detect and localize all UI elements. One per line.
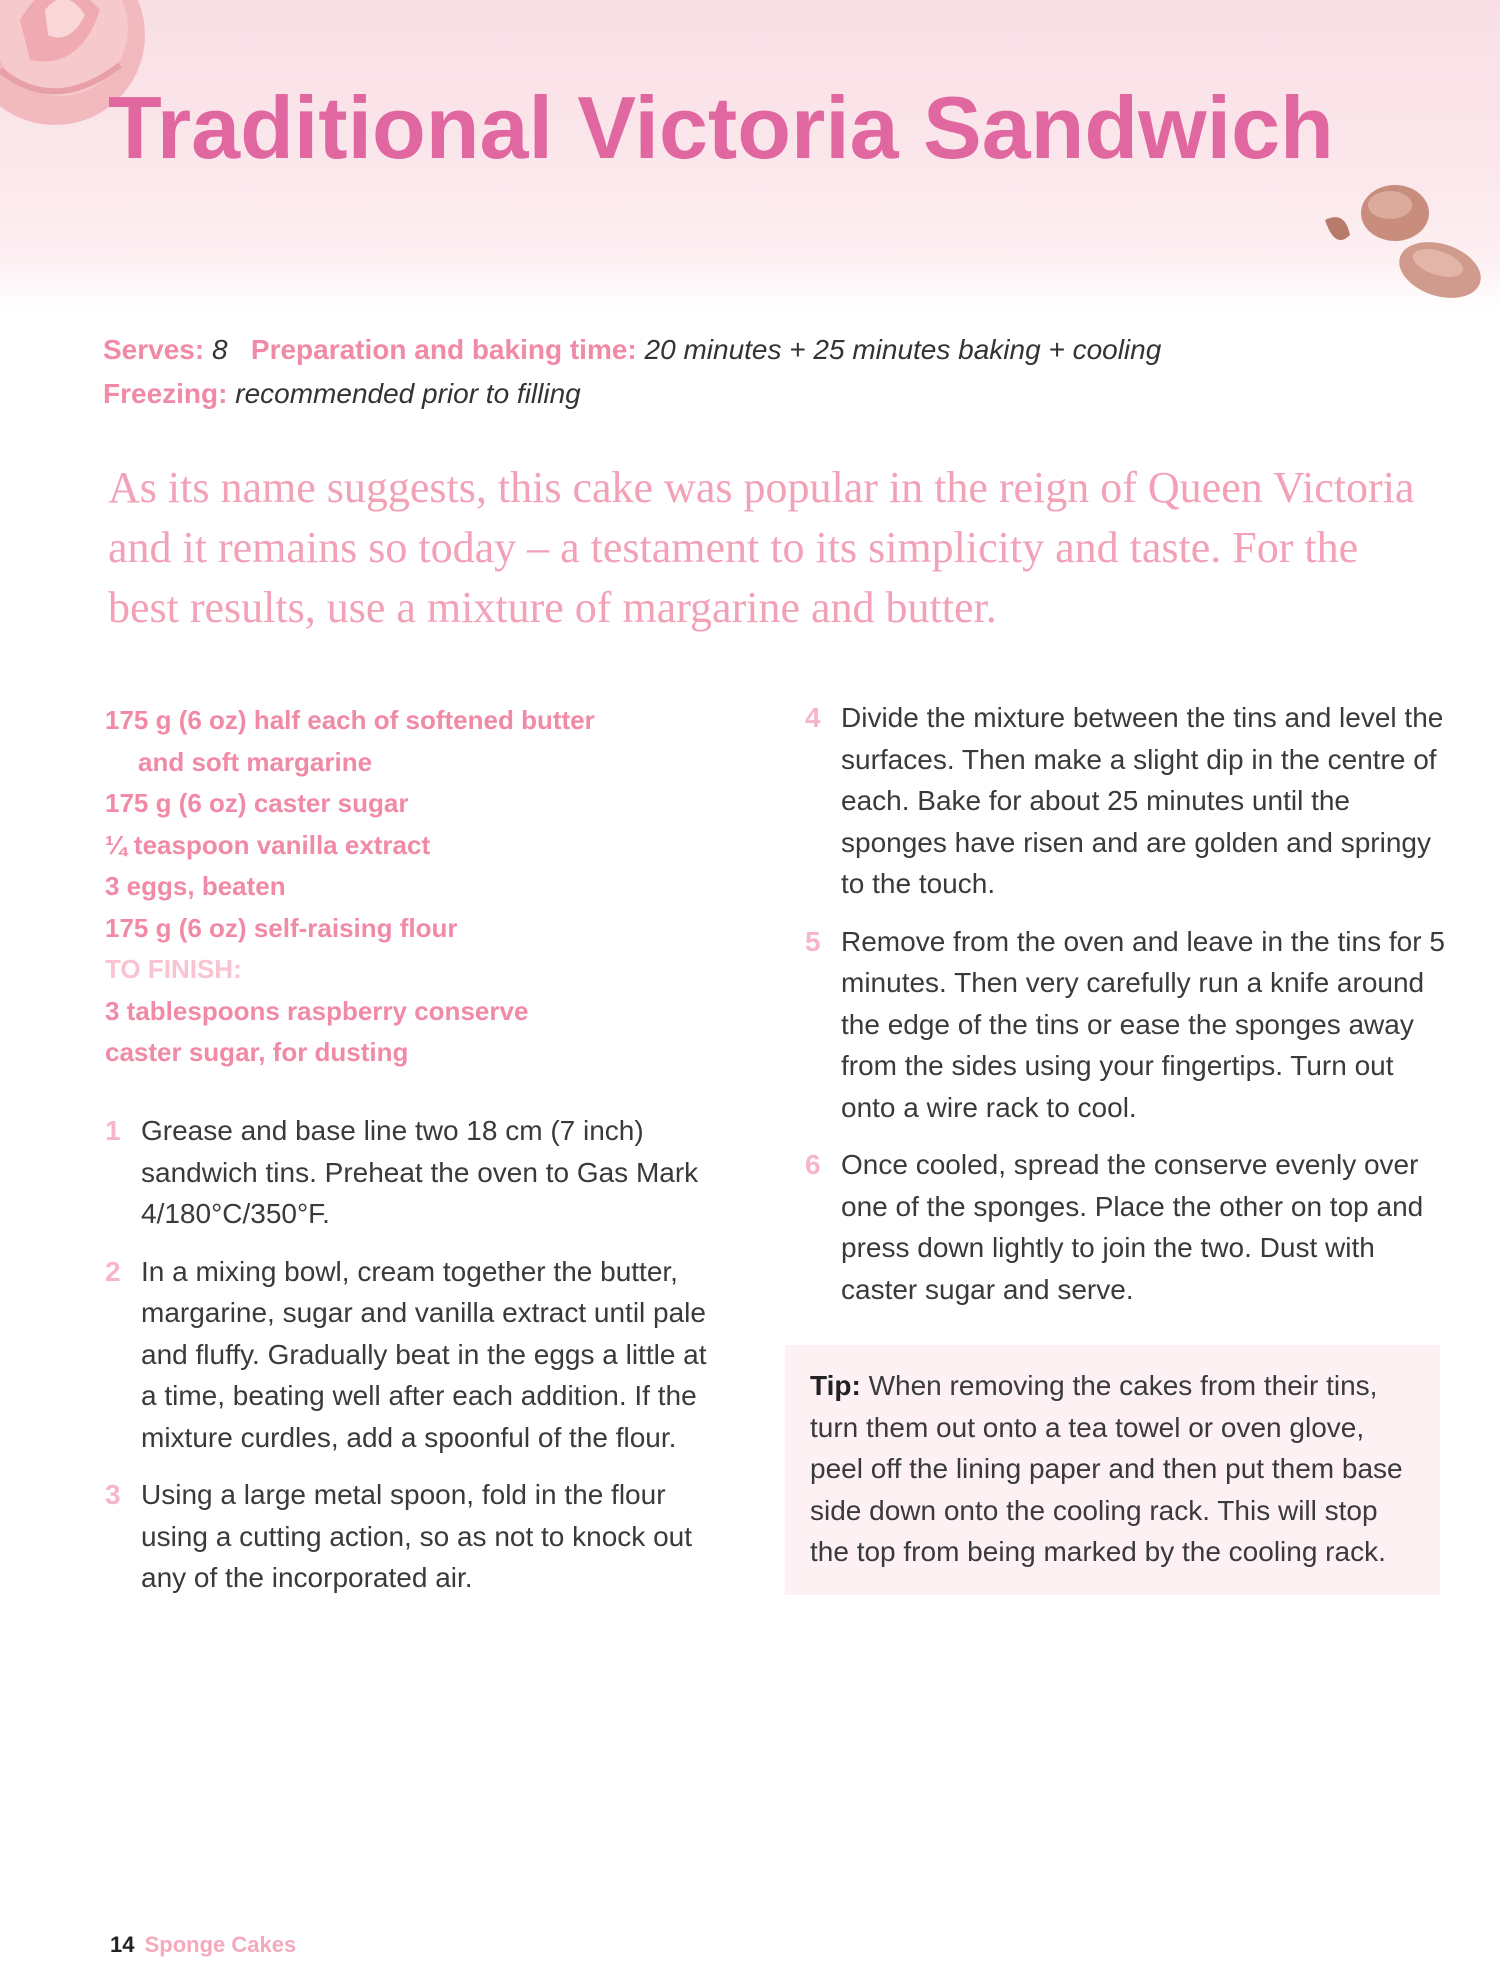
tip-box <box>785 1345 1440 1595</box>
page-footer <box>110 1932 296 1958</box>
step-text: Remove from the oven and leave in the tins for 5 minutes. Then very carefully run a knife around the edge of the tins or ease the sponges away from the sides using your fingertips. Turn out onto a wire rack to cool. <box>841 925 1445 1123</box>
ingredients-list <box>105 700 725 1074</box>
ingredient-item-continuation: and soft margarine <box>138 746 373 777</box>
prep-time-label: Preparation and baking time: <box>250 334 637 365</box>
step-number: 3 <box>105 1479 121 1510</box>
step-text: Grease and base line two 18 cm (7 inch) sandwich tins. Preheat the oven to Gas Mark 4/180°C/350°F. <box>141 1115 699 1229</box>
step-text: Once cooled, spread the conserve evenly over one of the sponges. Place the other on top and press down lightly to join the two. Dust with caster sugar and serve. <box>841 1149 1424 1305</box>
freezing-label: Freezing: <box>103 378 228 409</box>
ingredient-item: 3 eggs, beaten <box>105 871 286 901</box>
step-text: In a mixing bowl, cream together the butter, margarine, sugar and vanilla extract until pale and fluffy. Gradually beat in the eggs a little at a time, beating well after each addition. If the mixture curdles, add a spoonful of the flour. <box>141 1255 707 1453</box>
to-finish-heading: TO FINISH: <box>105 954 242 984</box>
recipe-meta <box>103 328 1403 416</box>
step-number: 1 <box>105 1115 121 1146</box>
prep-time-value: 20 minutes + 25 minutes baking + cooling <box>644 334 1162 365</box>
rose-petals-decoration <box>1290 175 1490 315</box>
step-number: 2 <box>105 1255 121 1287</box>
step-number: 5 <box>805 925 821 957</box>
meta-line-2 <box>103 372 1403 416</box>
intro-paragraph: As its name suggests, this cake was popular in the reign of Queen Victoria and it remains so today – a testament to its simplicity and taste. For the best results, use a mixture of margarine and butter. <box>108 463 1415 632</box>
ingredient-item: 3 tablespoons raspberry conserve <box>105 995 529 1026</box>
tip-text: When removing the cakes from their tins, turn them out onto a tea towel or oven glove, peel off the lining paper and then put them base side down onto the cooling rack. This will stop the top from being marked by the cooling rack. <box>810 1370 1403 1567</box>
method-steps-left <box>105 1110 725 1615</box>
step-text: Using a large metal spoon, fold in the flour using a cutting action, so as not to knock out any of the incorporated air. <box>141 1479 693 1593</box>
method-steps-right <box>805 697 1445 1326</box>
page-number: 14 <box>110 1932 135 1957</box>
ingredient-item: caster sugar, for dusting <box>105 1037 409 1067</box>
step-number: 6 <box>805 1149 821 1180</box>
section-name: Sponge Cakes <box>144 1932 297 1957</box>
tip-label: Tip: <box>810 1370 861 1401</box>
method-step <box>105 1474 725 1599</box>
method-step <box>105 1110 725 1235</box>
method-step <box>805 697 1445 905</box>
method-step <box>105 1251 725 1459</box>
step-number: 4 <box>805 702 821 733</box>
serves-value: 8 <box>211 334 228 365</box>
step-text: Divide the mixture between the tins and level the surfaces. Then make a slight dip in the centre of each. Bake for about 25 minutes until the sponges have risen and are golden and springy to the touch. <box>841 702 1444 899</box>
serves-label: Serves: <box>103 334 205 365</box>
ingredient-item: 175 g (6 oz) half each of softened butter <box>105 705 595 735</box>
meta-line-1 <box>103 328 1403 372</box>
ingredient-item: ¼ teaspoon vanilla extract <box>105 829 431 860</box>
recipe-title: Traditional Victoria Sandwich <box>108 78 1334 177</box>
method-step <box>805 921 1445 1129</box>
ingredient-item: 175 g (6 oz) self-raising flour <box>105 912 458 943</box>
ingredient-item: 175 g (6 oz) caster sugar <box>105 788 409 818</box>
method-step <box>805 1144 1445 1310</box>
freezing-value: recommended prior to filling <box>235 378 581 409</box>
